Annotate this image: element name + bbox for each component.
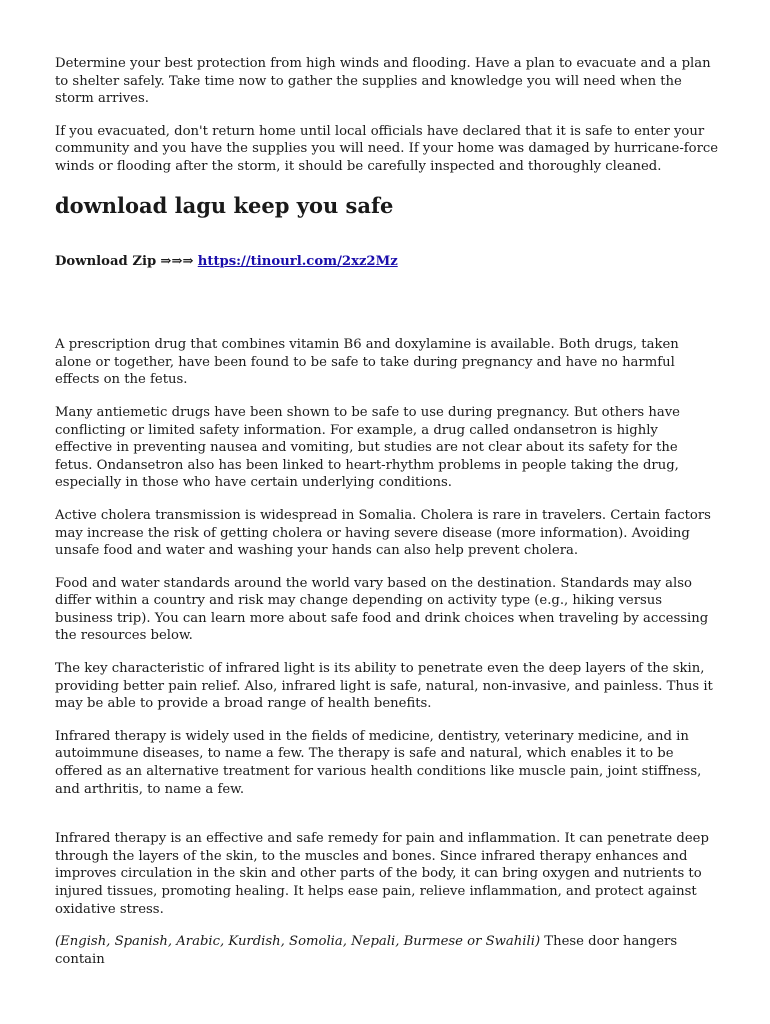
intro-paragraph-1: Determine your best protection from high winds and flooding. Have a plan to evacuate and a plan to shelter safely. Take time now to gather the supplies and knowledge you will need when the storm arrives. bbox=[55, 56, 711, 107]
intro-paragraph-2: If you evacuated, don't return home until local officials have declared that it is safe to enter your community and you have the supplies you will need. If your home was damaged by hurricane-force winds or flooding after the storm, it should be carefully inspected and thoroughly cleaned. bbox=[55, 123, 719, 174]
body-paragraph-2: Many antiemetic drugs have been shown to be safe to use during pregnancy. But others have conflicting or limited safety information. For example, a drug called ondansetron is highly effective in preventing nausea and vomiting, but studies are not clear about its safety for the fetus. Ondansetron also has been linked to heart-rhythm problems in people taking the drug, especially in those who have certain underlying conditions. bbox=[55, 404, 680, 491]
last-paragraph-text: These door hangers contain bbox=[55, 934, 678, 967]
body-paragraph-1: A prescription drug that combines vitamin B6 and doxylamine is available. Both drugs, taken alone or together, have been found to be safe to take during pregnancy and have no harmful effects on the fetus. bbox=[55, 337, 679, 388]
body-paragraph-3: Active cholera transmission is widespread in Somalia. Cholera is rare in travelers. Certain factors may increase the risk of getting cholera or having severe disease (more information). Avoiding unsafe food and water and washing your hands can also help prevent cholera. bbox=[55, 507, 711, 559]
body-paragraph-5: The key characteristic of infrared light is its ability to penetrate even the deep layers of the skin, providing better pain relief. Also, infrared light is safe, natural, non-invasive, and painless. Thus it may be able to provide a broad range of health benefits. bbox=[55, 661, 713, 712]
body-paragraph-4: Food and water standards around the world vary based on the destination. Standards may also differ within a country and risk may change depending on activity type (e.g., hiking versus business trip). You can learn more about safe food and drink choices when traveling by accessing the resources below. bbox=[55, 575, 709, 644]
body-paragraph-7: Infrared therapy is an effective and safe remedy for pain and inflammation. It can penetrate deep through the layers of the skin, to the muscles and bones. Since infrared therapy enhances and improves circulation in the skin and other parts of the body, it can bring oxygen and nutrients to injured tissues, promoting healing. It helps ease pain, relieve inflammation, and protect against oxidative stress. bbox=[55, 831, 709, 917]
download-link[interactable]: https://tinourl.com/2xz2Mz bbox=[197, 253, 398, 269]
document-page bbox=[55, 55, 719, 968]
last-paragraph bbox=[55, 933, 719, 968]
page-heading: download lagu keep you safe bbox=[55, 192, 394, 218]
languages-list: (Engish, Spanish, Arabic, Kurdish, Somolia, Nepali, Burmese or Swahili) bbox=[55, 934, 541, 950]
body-paragraph-6: Infrared therapy is widely used in the fields of medicine, dentistry, veterinary medicine, and in autoimmune diseases, to name a few. The therapy is safe and natural, which enables it to be offered as an alternative treatment for various health conditions like muscle pain, joint stiffness, and arthritis, to name a few. bbox=[55, 728, 702, 797]
arrows-icon: ⇒⇒⇒ bbox=[160, 253, 194, 269]
download-label: Download Zip bbox=[55, 253, 157, 269]
download-line bbox=[55, 253, 719, 271]
